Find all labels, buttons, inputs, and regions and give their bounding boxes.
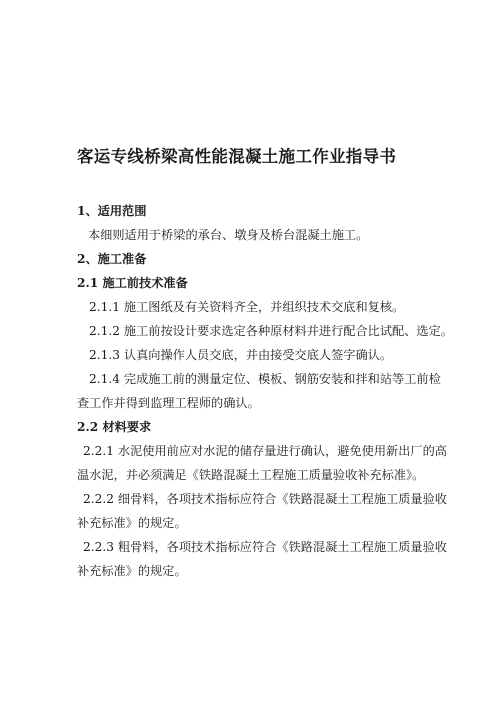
paragraph-2-1-3: 2.1.3 认真向操作人员交底，并由接受交底人签字确认。 [89, 348, 393, 362]
paragraph-2-1-4-line2: 查工作并得到监理工程师的确认。 [77, 396, 260, 410]
paragraph-2-1-4-line1: 2.1.4 完成施工前的测量定位、模板、钢筋安装和拌和站等工前检 [89, 372, 441, 386]
paragraph-scope: 本细则适用于桥梁的承台、墩身及桥台混凝土施工。 [88, 228, 369, 242]
paragraph-2-2-1-line2: 温水泥，并必须满足《铁路混凝土工程施工质量验收补充标准》。 [77, 468, 425, 482]
subsection-heading-technical: 2.1 施工前技术准备 [77, 276, 188, 290]
paragraph-2-2-2-line2: 补充标准》的规定。 [77, 516, 187, 530]
paragraph-2-2-2-line1: 2.2.2 细骨料，各项技术指标应符合《铁路混凝土工程施工质量验收 [83, 492, 447, 506]
paragraph-2-2-3-line1: 2.2.3 粗骨料，各项技术指标应符合《铁路混凝土工程施工质量验收 [83, 540, 447, 554]
section-heading-scope: 1、适用范围 [77, 204, 147, 218]
subsection-heading-materials: 2.2 材料要求 [77, 420, 152, 434]
section-heading-preparation: 2、施工准备 [77, 252, 147, 266]
document-title: 客运专线桥梁高性能混凝土施工作业指导书 [77, 147, 397, 166]
paragraph-2-2-3-line2: 补充标准》的规定。 [77, 564, 187, 578]
paragraph-2-2-1-line1: 2.2.1 水泥使用前应对水泥的储存量进行确认，避免使用新出厂的高 [83, 444, 447, 458]
paragraph-2-1-2: 2.1.2 施工前按设计要求选定各种原材料并进行配合比试配、选定。 [89, 324, 453, 338]
paragraph-2-1-1: 2.1.1 施工图纸及有关资料齐全，并组织技术交底和复核。 [89, 300, 405, 314]
